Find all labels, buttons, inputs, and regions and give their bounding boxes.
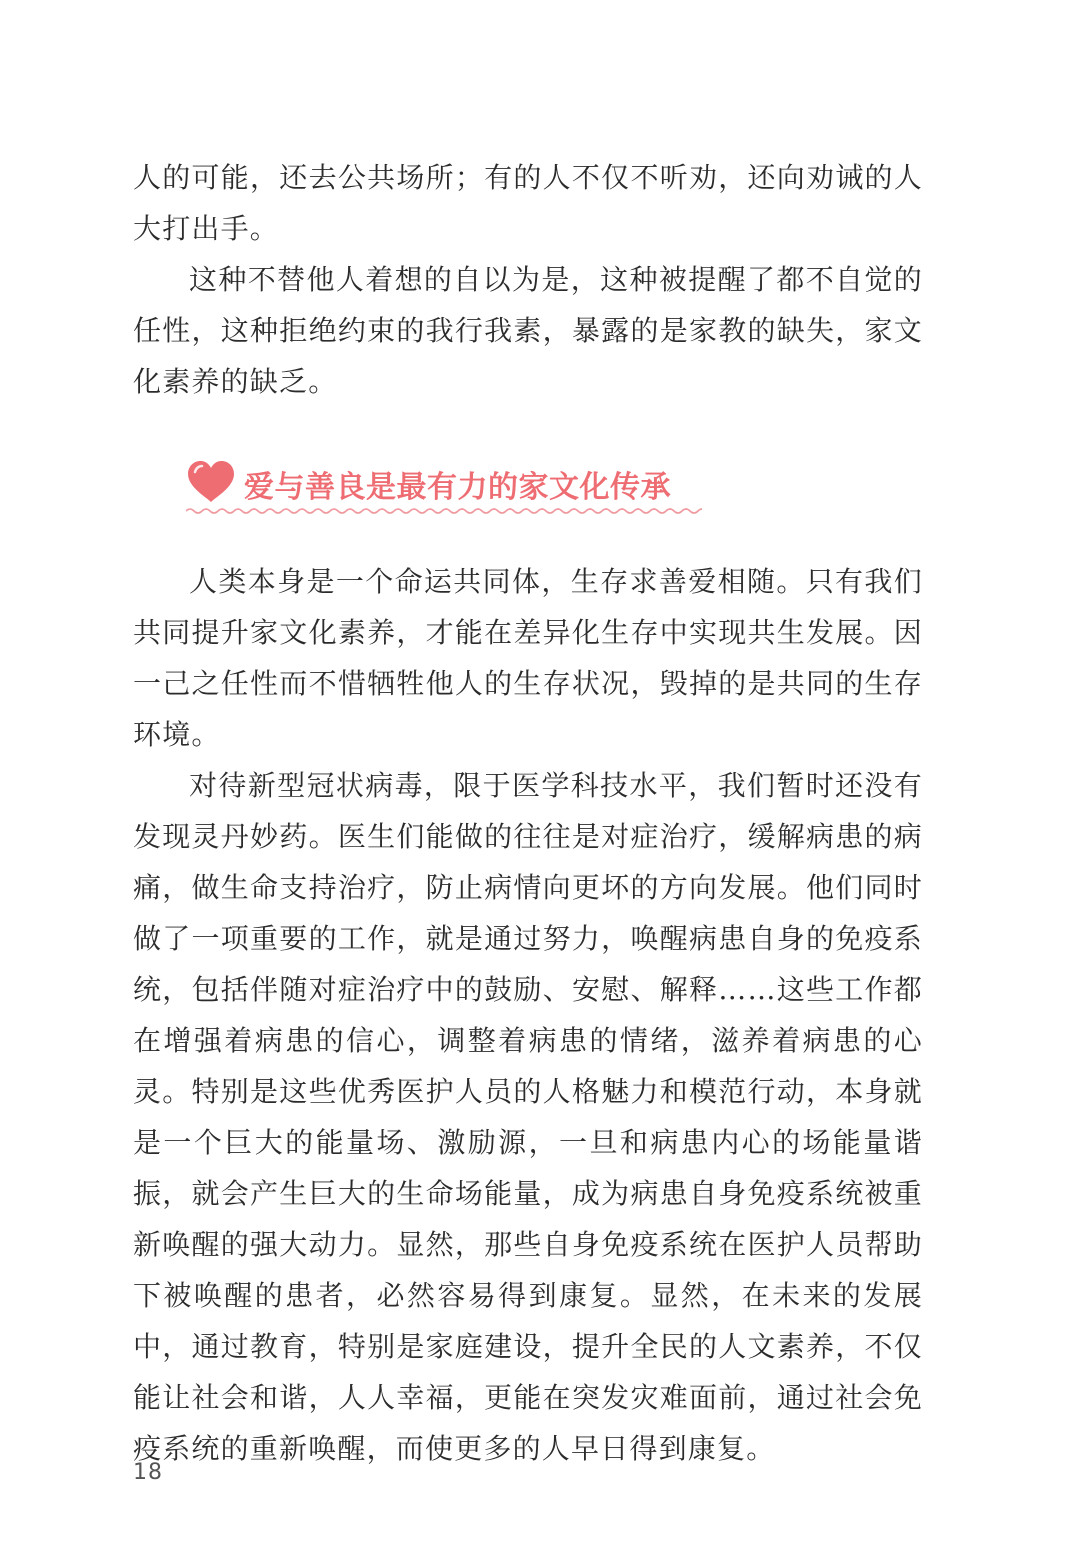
paragraph: 这种不替他人着想的自以为是，这种被提醒了都不自觉的任性，这种拒绝约束的我行我素，暴露的是家教的缺失，家文化素养的缺乏。 — [133, 263, 923, 398]
section-heading — [186, 458, 706, 522]
text-block-top — [133, 152, 923, 407]
heart-icon — [186, 460, 236, 504]
wavy-underline — [186, 506, 702, 516]
paragraph-continued: 人的可能，还去公共场所；有的人不仅不听劝，还向劝诫的人大打出手。 — [133, 161, 923, 245]
text-block-bottom — [133, 556, 923, 1474]
section-title: 爱与善良是最有力的家文化传承 — [244, 470, 671, 505]
paragraph: 人类本身是一个命运共同体，生存求善爱相随。只有我们共同提升家文化素养，才能在差异化生存中实现共生发展。因一己之任性而不惜牺牲他人的生存状况，毁掉的是共同的生存环境。 — [133, 565, 923, 751]
page-number: 18 — [133, 1460, 163, 1485]
paragraph: 对待新型冠状病毒，限于医学科技水平，我们暂时还没有发现灵丹妙药。医生们能做的往往是对症治疗，缓解病患的病痛，做生命支持治疗，防止病情向更坏的方向发展。他们同时做了一项重要的工作，就是通过努力，唤醒病患自身的免疫系统，包括伴随对症治疗中的鼓励、安慰、解释……这些工作都在增强着病患的信心，调整着病患的情绪，滋养着病患的心灵。特别是这些优秀医护人员的人格魅力和模范行动，本身就是一个巨大的能量场、激励源，一旦和病患内心的场能量谐振，就会产生巨大的生命场能量，成为病患自身免疫系统被重新唤醒的强大动力。显然，那些自身免疫系统在医护人员帮助下被唤醒的患者，必然容易得到康复。显然，在未来的发展中，通过教育，特别是家庭建设，提升全民的人文素养，不仅能让社会和谐，人人幸福，更能在突发灾难面前，通过社会免疫系统的重新唤醒，而使更多的人早日得到康复。 — [133, 769, 923, 1465]
